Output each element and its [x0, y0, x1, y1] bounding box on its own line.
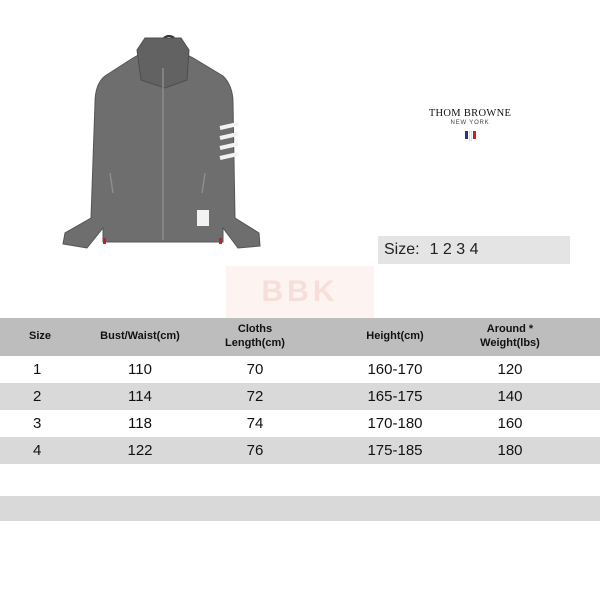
cell-height: 165-175 — [367, 388, 423, 405]
header-height: Height(cm) — [366, 330, 424, 343]
header-weight — [460, 318, 560, 356]
size-label: Size: — [384, 241, 420, 258]
table-row — [0, 356, 600, 383]
cell-bust: 114 — [128, 388, 152, 405]
header-cloths-length — [205, 318, 305, 356]
jacket-product-image — [55, 28, 270, 260]
cell-height: 170-180 — [367, 415, 423, 432]
cell-weight: 140 — [497, 388, 523, 405]
cell-bust: 118 — [128, 415, 152, 432]
header-weight-line2: Weight(lbs) — [480, 337, 540, 349]
header-cloths-length-line1: Cloths — [237, 323, 273, 336]
cell-length: 74 — [246, 415, 264, 432]
cell-bust: 110 — [128, 361, 152, 378]
cell-bust: 122 — [127, 442, 153, 459]
cell-weight: 120 — [497, 361, 523, 378]
cell-size: 3 — [33, 415, 42, 432]
cell-height: 160-170 — [367, 361, 423, 378]
cell-length: 76 — [246, 442, 264, 459]
cell-weight: 180 — [497, 442, 523, 459]
cell-length: 70 — [246, 361, 264, 378]
tricolor-flag-icon — [425, 131, 515, 141]
watermark: BBK — [226, 266, 374, 318]
size-chart-table — [0, 318, 600, 464]
table-header-row — [0, 318, 600, 356]
brand-subtitle: NEW YORK — [450, 120, 490, 126]
cell-weight: 160 — [497, 415, 523, 432]
cell-height: 175-185 — [367, 442, 423, 459]
cell-size: 4 — [33, 442, 42, 459]
cell-size: 1 — [33, 361, 42, 378]
empty-table-band — [0, 496, 600, 521]
cell-length: 72 — [246, 388, 264, 405]
table-row — [0, 437, 600, 464]
available-sizes-bar — [378, 236, 570, 264]
table-row — [0, 383, 600, 410]
brand-logo — [425, 108, 515, 141]
size-values: 1 2 3 4 — [429, 241, 479, 258]
header-size: Size — [28, 330, 51, 343]
brand-name: THOM BROWNE — [428, 108, 512, 119]
cell-size: 2 — [33, 388, 42, 405]
header-weight-line1: Around * — [486, 323, 534, 336]
header-bust-waist: Bust/Waist(cm) — [100, 330, 180, 343]
header-cloths-length-line2: Length(cm) — [225, 337, 285, 349]
table-row — [0, 410, 600, 437]
